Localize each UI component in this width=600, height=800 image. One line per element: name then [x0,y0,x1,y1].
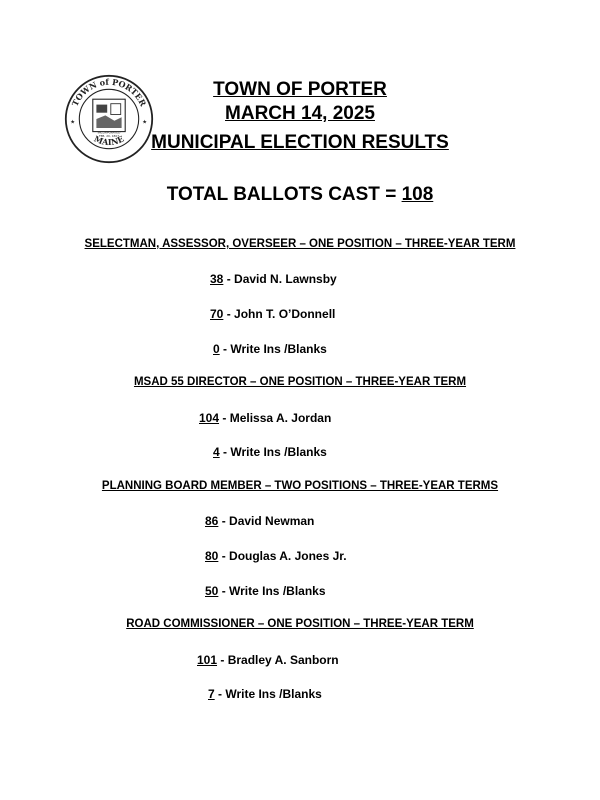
candidate-name: - Bradley A. Sanborn [217,653,339,667]
vote-count: 70 [210,307,224,321]
total-value: 108 [401,184,434,205]
total-ballots [130,184,470,206]
candidate-name: - Write Ins /Blanks [218,584,326,598]
vote-count: 4 [213,445,220,459]
result-row [199,411,331,425]
candidate-name: - David Newman [218,514,315,528]
result-row [208,687,322,701]
result-row [205,584,326,598]
svg-text:TOWN of PORTER: TOWN of PORTER [69,76,149,108]
candidate-name: - John T. O’Donnell [223,307,336,321]
race-title-msad: MSAD 55 DIRECTOR – ONE POSITION – THREE-YEAR TERM [133,376,467,388]
vote-count: 86 [205,514,219,528]
header-subtitle: MUNICIPAL ELECTION RESULTS [151,132,449,153]
svg-text:★: ★ [70,119,76,126]
result-row [210,307,335,321]
candidate-name: - Write Ins /Blanks [214,687,322,701]
svg-text:FEB. 20, 1807: FEB. 20, 1807 [98,134,120,138]
vote-count: 50 [205,584,219,598]
race-title-planning-board: PLANNING BOARD MEMBER – TWO POSITIONS – THREE-YEAR TERMS [101,480,499,492]
result-row [197,653,339,667]
candidate-name: - David N. Lawnsby [223,272,337,286]
result-row [210,445,327,459]
result-row [213,342,327,356]
race-title-selectman: SELECTMAN, ASSESSOR, OVERSEER – ONE POSITION – THREE-YEAR TERM [84,238,516,250]
result-row [205,549,347,563]
vote-count: 38 [210,272,224,286]
header-town: TOWN OF PORTER [213,79,387,100]
race-title-road-commissioner: ROAD COMMISSIONER – ONE POSITION – THREE-YEAR TERM [126,618,474,630]
candidate-name: - Melissa A. Jordan [219,411,332,425]
vote-count: 80 [205,549,219,563]
svg-text:MAINE: MAINE [92,133,126,148]
result-row [210,272,337,286]
total-label: TOTAL BALLOTS CAST = [166,184,402,205]
vote-count: 101 [197,653,218,667]
candidate-name: - Douglas A. Jones Jr. [218,549,347,563]
candidate-name: - Write Ins /Blanks [219,445,327,459]
svg-text:★: ★ [142,119,148,126]
vote-count: 104 [199,411,220,425]
result-row [205,514,314,528]
header-date: MARCH 14, 2025 [225,103,375,124]
vote-count: 0 [213,342,220,356]
vote-count: 7 [208,687,215,701]
svg-text:INCORPORATED: INCORPORATED [97,130,121,135]
candidate-name: - Write Ins /Blanks [219,342,327,356]
